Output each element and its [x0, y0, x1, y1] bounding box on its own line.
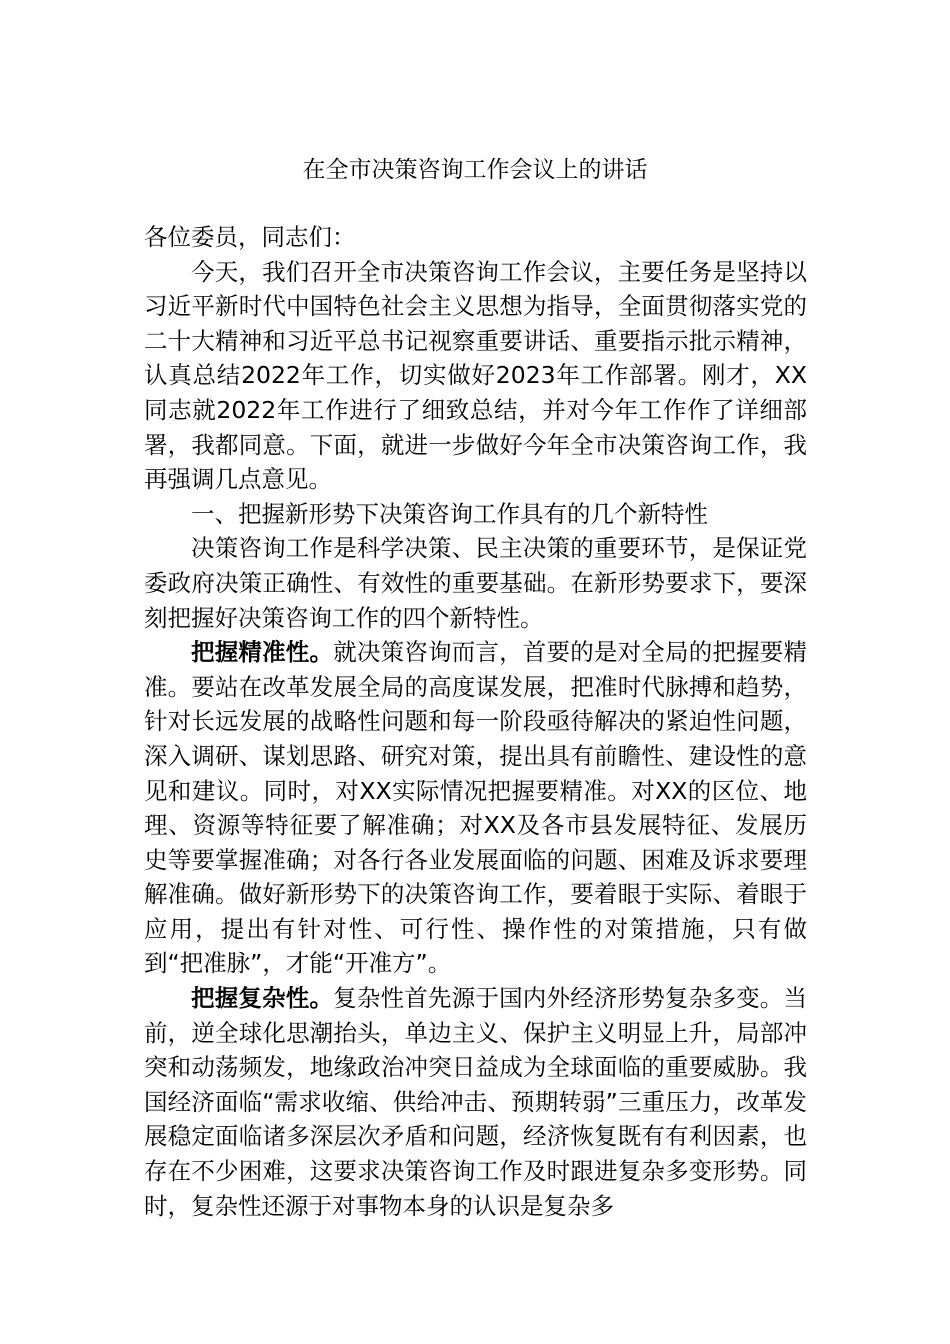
document-title: 在全市决策咨询工作会议上的讲话 — [302, 157, 648, 183]
paragraph-text: 一、把握新形势下决策咨询工作具有的几个新特性 — [191, 499, 708, 528]
paragraph-lead: 把握精准性。 — [191, 638, 334, 667]
paragraph-precision — [144, 635, 807, 981]
paragraph-section-intro — [144, 531, 807, 635]
paragraph-lead: 把握复杂性。 — [191, 984, 334, 1013]
paragraph-text: 今天，我们召开全市决策咨询工作会议，主要任务是坚持以习近平新时代中国特色社会主义思想为指导，全面贯彻落实党的二十大精神和习近平总书记视察重要讲话、重要指示批示精神，认真总结2022年工作，切实做好2023年工作部署。刚才，XX同志就2022年工作进行了细致总结，并对今年工作作了详细部署，我都同意。下面，就进一步做好今年全市决策咨询工作，我再强调几点意见。 — [144, 257, 807, 494]
section-heading — [144, 497, 807, 532]
paragraph-text: 复杂性首先源于国内外经济形势复杂多变。当前，逆全球化思潮抬头，单边主义、保护主义明显上升，局部冲突和动荡频发，地缘政治冲突日益成为全球面临的重要威胁。我国经济面临“需求收缩、供给冲击、预期转弱”三重压力，改革发展稳定面临诸多深层次矛盾和问题，经济恢复既有有利因素，也存在不少困难，这要求决策咨询工作及时跟进复杂多变形势。同时，复杂性还源于对事物本身的认识是复杂多 — [144, 984, 808, 1220]
document-body — [144, 220, 807, 1223]
paragraph-text: 决策咨询工作是科学决策、民主决策的重要环节，是保证党委政府决策正确性、有效性的重要基础。在新形势要求下，要深刻把握好决策咨询工作的四个新特性。 — [144, 534, 807, 632]
paragraph-text: 就决策咨询而言，首要的是对全局的把握要精准。要站在改革发展全局的高度谋发展，把准时代脉搏和趋势，针对长远发展的战略性问题和每一阶段亟待解决的紧迫性问题，深入调研、谋划思路、研究对策，提出具有前瞻性、建设性的意见和建议。同时，对XX实际情况把握要精准。对XX的区位、地理、资源等特征要了解准确；对XX及各市县发展特征、发展历史等要掌握准确；对各行各业发展面临的问题、困难及诉求要理解准确。做好新形势下的决策咨询工作，要着眼于实际、着眼于应用，提出有针对性、可行性、操作性的对策措施，只有做到“把准脉”，才能“开准方”。 — [144, 638, 808, 978]
paragraph-complexity — [144, 981, 807, 1223]
salutation: 各位委员，同志们： — [144, 223, 356, 251]
paragraph-intro — [144, 255, 807, 497]
